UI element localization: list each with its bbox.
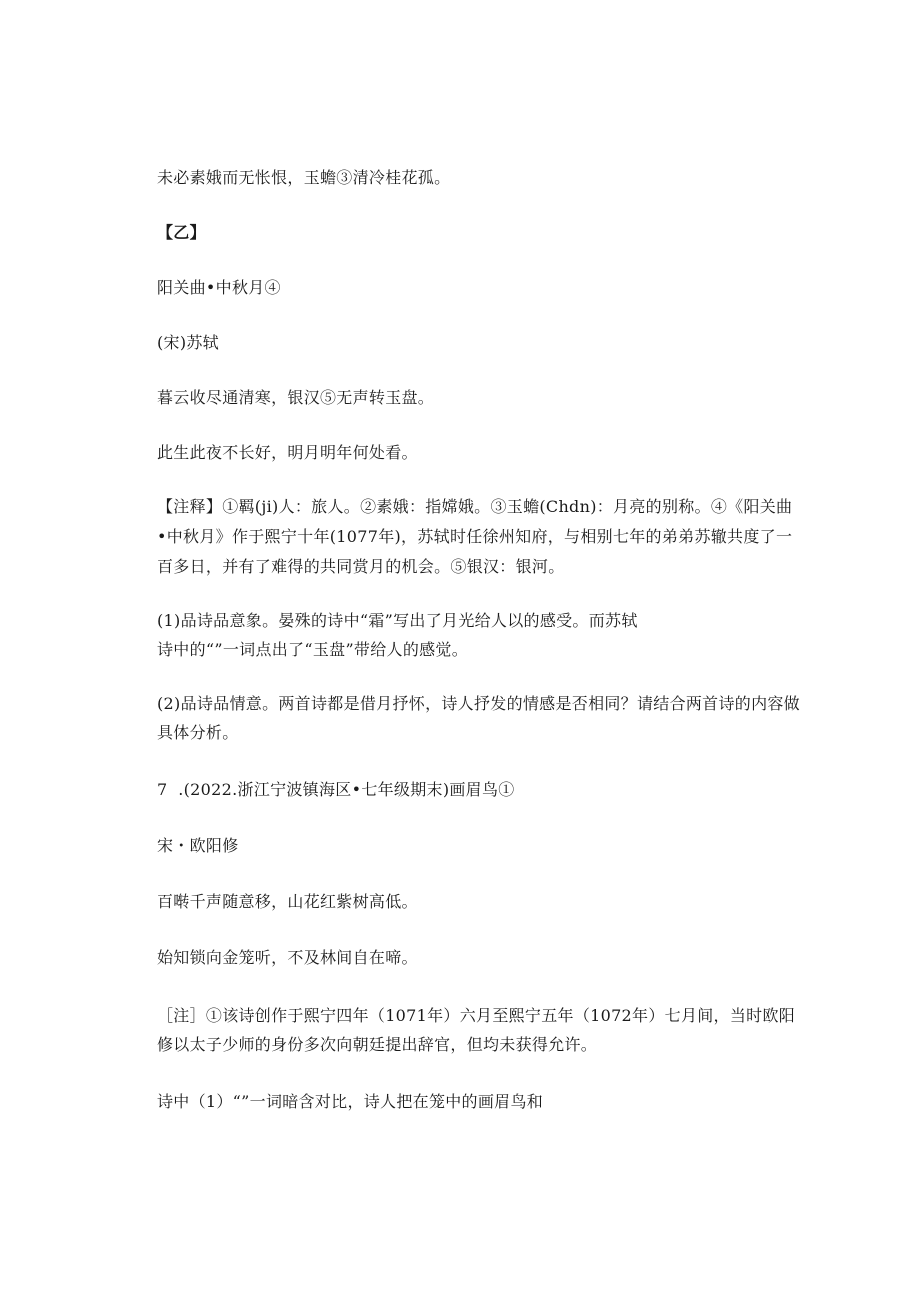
annotation-line-2: •中秋月》作于熙宁十年(1077年)，苏轼时任徐州知府，与相别七年的弟弟苏辙共度了一 [157,527,793,546]
poem-author-ouyangxiu: 宋・欧阳修 [157,836,239,855]
note-line-2: 修以太子少师的身份多次向朝廷提出辞官，但均未获得允许。 [157,1035,598,1054]
question-7-heading: 7 .(2022.浙江宁波镇海区•七年级期末)画眉鸟① [157,780,515,799]
note-line-1: ［注］①该诗创作于熙宁四年（1071年）六月至熙宁五年（1072年）七月间，当时欧阳 [157,1006,796,1025]
poem-author-sushi: (宋)苏轼 [157,333,219,352]
question-7-1: 诗中（1）“”一词暗含对比，诗人把在笼中的画眉鸟和 [157,1092,544,1111]
annotation-line-3: 百多日，并有了难得的共同赏月的机会。⑤银汉：银河。 [157,557,565,576]
question-1-line-1: (1)品诗品意象。晏殊的诗中“霜”写出了月光给人以的感受。而苏轼 [157,611,638,630]
poem-title-yangguanqu: 阳关曲•中秋月④ [157,278,281,297]
poem-line-jia-closing: 未必素娥而无怅恨，玉蟾③清冷桂花孤。 [157,168,451,187]
question-2-line-1: (2)品诗品情意。两首诗都是借月抒怀，诗人抒发的情感是否相同？请结合两首诗的内容做 [157,694,800,713]
annotation-line-1: 【注释】①羁(ji)人：旅人。②素娥：指嫦娥。③玉蟾(Chdn)：月亮的别称。④《阳关曲 [157,497,793,516]
poem-line-huamei-2: 始知锁向金笼听，不及林间自在啼。 [157,948,418,967]
section-label-yi: 【乙】 [157,223,206,242]
poem-line-2: 此生此夜不长好，明月明年何处看。 [157,443,418,462]
question-2-line-2: 具体分析。 [157,723,239,742]
question-1-line-2: 诗中的“”一词点出了“玉盘”带给人的感觉。 [157,640,469,659]
poem-line-1: 暮云收尽通清寒，银汉⑤无声转玉盘。 [157,388,435,407]
poem-line-huamei-1: 百啭千声随意移，山花红紫树高低。 [157,892,418,911]
